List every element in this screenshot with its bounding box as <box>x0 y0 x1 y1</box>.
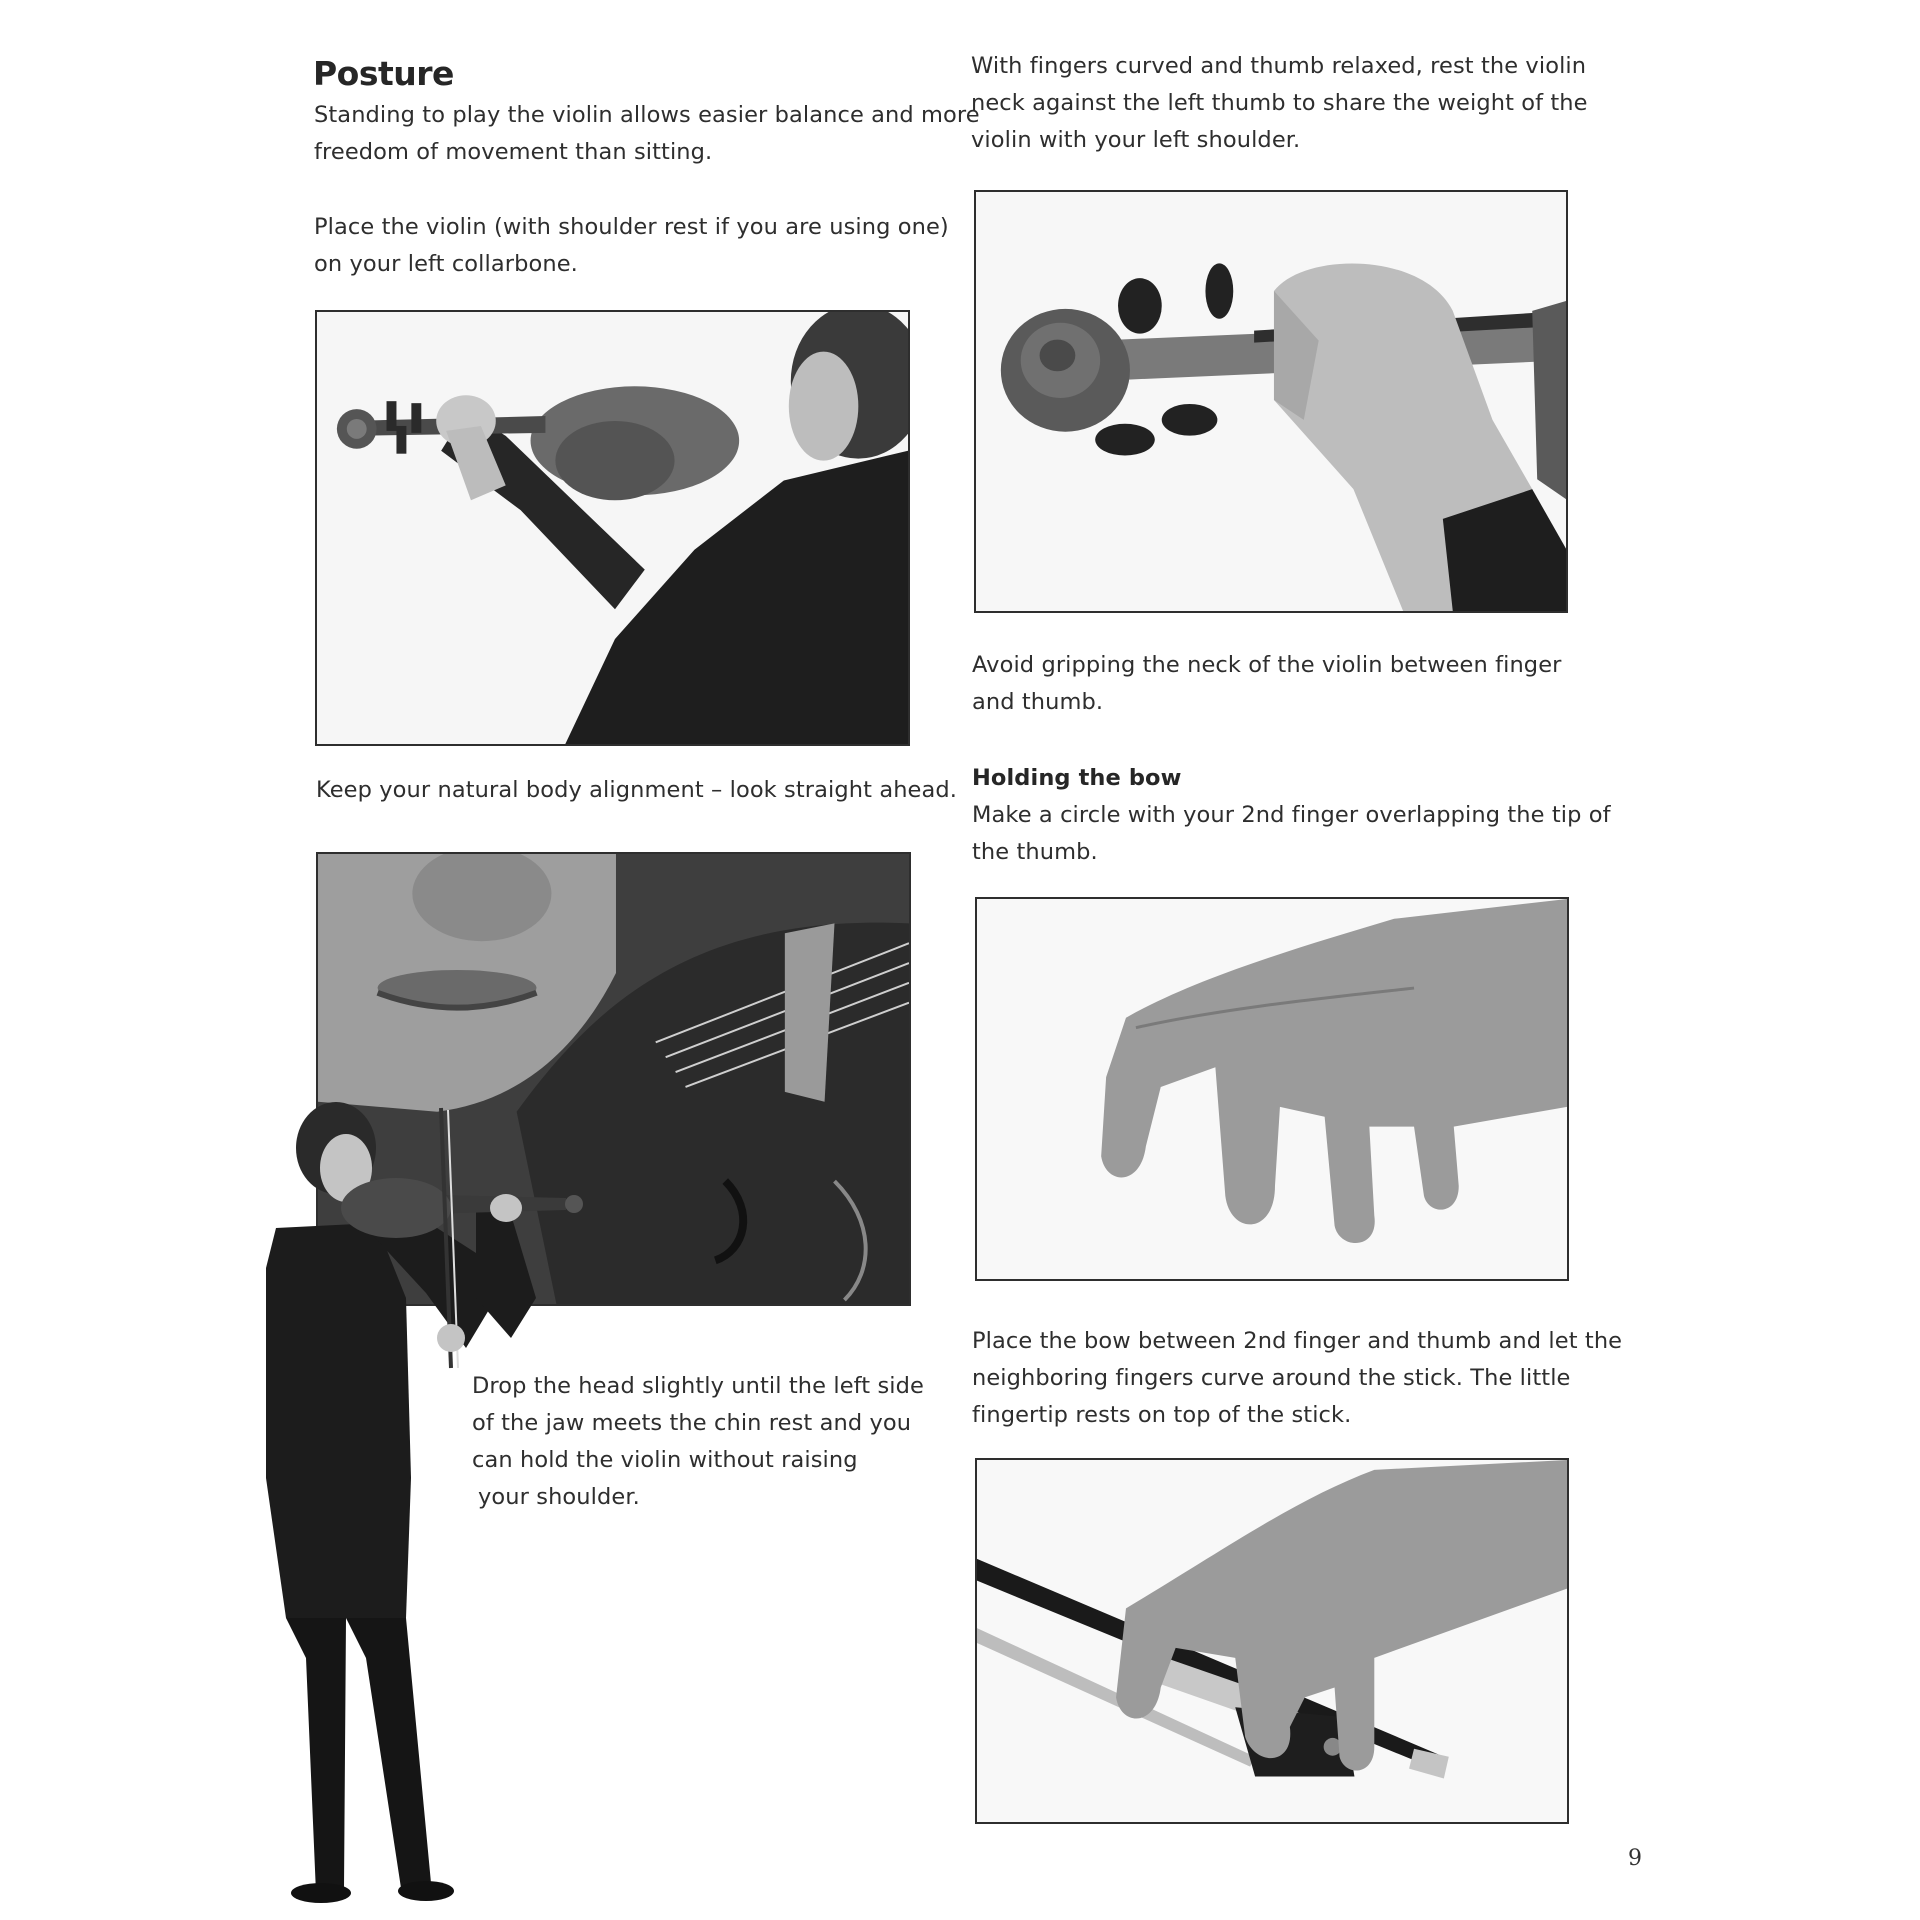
thumb-rest-text <box>971 48 1588 159</box>
page-number: 9 <box>1628 1846 1642 1871</box>
text-line: fingertip rests on top of the stick. <box>972 1402 1352 1428</box>
text-line: Make a circle with your 2nd finger overlapping the tip of <box>972 802 1611 828</box>
text-line: Avoid gripping the neck of the violin between finger <box>972 652 1562 678</box>
holding-the-bow-heading: Holding the bow <box>972 765 1182 791</box>
text-line: on your left collarbone. <box>314 251 578 277</box>
violin-neck-thumb-photo <box>974 190 1568 613</box>
text-line: neighboring fingers curve around the stick. The little <box>972 1365 1571 1391</box>
text-line: and thumb. <box>972 689 1104 715</box>
text-line: neck against the left thumb to share the weight of the <box>971 90 1588 116</box>
avoid-gripping-text <box>972 647 1562 721</box>
section-heading-posture: Posture <box>313 54 454 93</box>
text-line: Drop the head slightly until the left side <box>472 1373 924 1399</box>
text-line: freedom of movement than sitting. <box>314 139 713 165</box>
finger-circle-text <box>972 797 1611 871</box>
alignment-text: Keep your natural body alignment – look straight ahead. <box>316 777 958 803</box>
finger-circle-photo <box>975 897 1569 1281</box>
text-line: With fingers curved and thumb relaxed, rest the violin <box>971 53 1587 79</box>
text-line: the thumb. <box>972 839 1098 865</box>
text-line: your shoulder. <box>478 1484 640 1510</box>
violin-position-photo <box>315 310 910 746</box>
text-line: Place the violin (with shoulder rest if you are using one) <box>314 214 949 240</box>
text-line: can hold the violin without raising <box>472 1447 858 1473</box>
posture-intro-text <box>314 97 980 171</box>
bow-placement-text <box>972 1323 1622 1434</box>
bow-hold-photo <box>975 1458 1569 1824</box>
text-line: Standing to play the violin allows easier balance and more <box>314 102 980 128</box>
placement-text <box>314 209 949 283</box>
text-line: of the jaw meets the chin rest and you <box>472 1410 912 1436</box>
text-line: Place the bow between 2nd finger and thumb and let the <box>972 1328 1623 1354</box>
text-line: violin with your left shoulder. <box>971 127 1301 153</box>
head-drop-text <box>472 1368 924 1516</box>
